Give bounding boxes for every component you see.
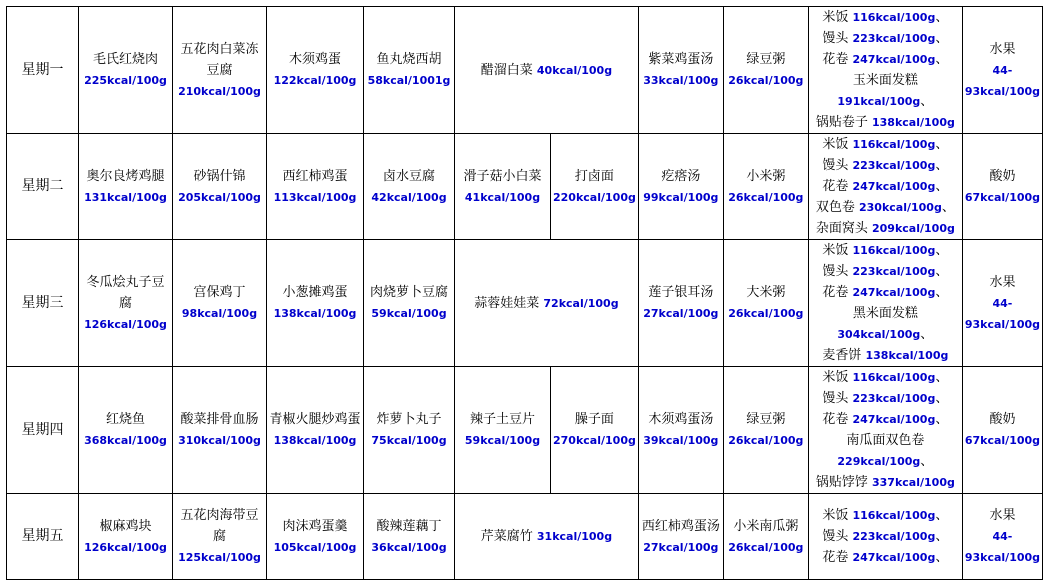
dish-cell: [79, 240, 173, 367]
dish-cell: [551, 134, 639, 240]
staple-cell: [808, 494, 962, 580]
menu-row-monday: [7, 7, 1043, 134]
dish-kcal: 368kcal/100g: [84, 434, 167, 447]
dish-kcal: 105kcal/100g: [273, 540, 357, 554]
dish-cell: [267, 494, 364, 580]
dish-kcal: 99kcal/100g: [643, 190, 719, 204]
porridge-cell: [723, 240, 808, 367]
extra-cell: [962, 134, 1042, 240]
dish-name: 打卤面: [574, 168, 614, 184]
dish-kcal: 75kcal/100g: [371, 434, 447, 447]
dish-name: 绿豆粥: [746, 412, 786, 427]
day-label: 星期四: [7, 367, 79, 494]
extra-cell: [962, 367, 1042, 494]
porridge-cell: [723, 7, 808, 134]
dish-cell: [364, 494, 455, 580]
staple-line: 米饭 116kcal/100g、: [822, 137, 949, 152]
dish-kcal: 36kcal/100g: [371, 540, 447, 554]
extra-name: 酸奶: [989, 412, 1016, 427]
dish-kcal: 210kcal/100g: [178, 84, 261, 98]
dish-name: 肉沫鸡蛋羹: [282, 518, 348, 534]
dish-kcal: 126kcal/100g: [84, 317, 167, 331]
dish-kcal: 126kcal/100g: [84, 540, 167, 554]
menu-row-friday: [7, 494, 1043, 580]
extra-kcal: 44-93kcal/100g: [964, 296, 1041, 331]
dish-cell: [455, 134, 551, 240]
extra-kcal: 44-93kcal/100g: [964, 530, 1041, 564]
dish-name: 宫保鸡丁: [193, 285, 246, 300]
dish-name: 臊子面: [574, 412, 614, 427]
soup-cell: [638, 367, 723, 494]
porridge-cell: [723, 134, 808, 240]
dish-cell: [267, 240, 364, 367]
staple-line: 花卷 247kcal/100g、: [822, 285, 949, 300]
dish-kcal: 40kcal/100g: [536, 63, 613, 77]
extra-cell: [962, 240, 1042, 367]
dish-name: 炸萝卜丸子: [376, 412, 442, 427]
dish-kcal: 225kcal/100g: [84, 74, 167, 87]
dish-cell: [551, 367, 639, 494]
dish-kcal: 27kcal/100g: [643, 540, 719, 554]
dish-kcal: 58kcal/1001g: [367, 74, 451, 87]
dish-kcal: 26kcal/100g: [728, 434, 804, 447]
staple-line: 黑米面发糕: [852, 306, 918, 321]
soup-cell: [638, 240, 723, 367]
dish-cell: [173, 134, 267, 240]
dish-kcal: 131kcal/100g: [84, 190, 167, 204]
dish-name: 鱼丸烧西胡: [376, 52, 442, 67]
dish-name: 椒麻鸡块: [99, 518, 152, 534]
day-label: 星期三: [7, 240, 79, 367]
porridge-cell: [723, 367, 808, 494]
dish-name: 五花肉白菜冻豆腐: [180, 41, 259, 78]
extra-cell: [962, 7, 1042, 134]
dish-cell: [364, 7, 455, 134]
soup-cell: [638, 7, 723, 134]
dish-cell: [173, 7, 267, 134]
staple-line: 麦香饼 138kcal/100g: [822, 348, 949, 363]
staple-cell: [808, 367, 962, 494]
dish-name: 蒜蓉娃娃菜: [474, 295, 540, 311]
staple-line: 馒头 223kcal/100g、: [822, 529, 949, 544]
dish-name: 小米粥: [746, 168, 786, 184]
dish-kcal: 26kcal/100g: [728, 190, 804, 204]
staple-line: 锅贴卷子 138kcal/100g: [815, 115, 955, 130]
dish-kcal: 26kcal/100g: [728, 74, 804, 87]
dish-kcal: 31kcal/100g: [536, 530, 613, 543]
staple-line: 花卷 247kcal/100g、: [822, 550, 949, 565]
soup-cell: [638, 494, 723, 580]
dish-name: 西红柿鸡蛋: [282, 168, 348, 184]
staple-cell: [808, 7, 962, 134]
dish-kcal: 138kcal/100g: [273, 434, 357, 447]
dish-name: 小葱摊鸡蛋: [282, 285, 348, 300]
dish-name: 醋溜白菜: [480, 62, 533, 78]
dish-kcal: 125kcal/100g: [178, 551, 261, 564]
dish-kcal: 220kcal/100g: [553, 190, 636, 204]
dish-kcal: 98kcal/100g: [181, 307, 258, 320]
extra-name: 酸奶: [989, 168, 1016, 184]
dish-kcal: 59kcal/100g: [464, 434, 541, 447]
dish-name: 辣子土豆片: [469, 412, 535, 427]
staple-cell: [808, 240, 962, 367]
dish-kcal: 270kcal/100g: [553, 434, 636, 447]
dish-name: 紫菜鸡蛋汤: [648, 52, 714, 67]
dish-name: 木须鸡蛋: [288, 52, 341, 67]
dish-cell: [364, 367, 455, 494]
menu-row-tuesday: [7, 134, 1043, 240]
staple-line: 191kcal/100g、: [837, 94, 934, 109]
staple-line: 米饭 116kcal/100g、: [822, 370, 949, 385]
dish-name: 青椒火腿炒鸡蛋: [269, 412, 361, 427]
dish-kcal: 122kcal/100g: [273, 74, 357, 87]
extra-kcal: 67kcal/100g: [964, 190, 1041, 204]
dish-name: 大米粥: [746, 285, 786, 300]
extra-name: 水果: [989, 274, 1016, 290]
dish-name: 肉烧萝卜豆腐: [369, 285, 448, 300]
dish-name: 木须鸡蛋汤: [648, 412, 714, 427]
extra-cell: [962, 494, 1042, 580]
extra-name: 水果: [989, 41, 1016, 57]
dish-cell: [79, 367, 173, 494]
dish-name: 酸辣莲藕丁: [376, 518, 442, 534]
dish-cell: [455, 367, 551, 494]
dish-cell: [267, 134, 364, 240]
porridge-cell: [723, 494, 808, 580]
weekly-menu-table: [6, 6, 1043, 580]
dish-cell: [455, 240, 639, 367]
dish-cell: [267, 7, 364, 134]
dish-cell: [79, 7, 173, 134]
staple-line: 229kcal/100g、: [837, 454, 934, 469]
dish-name: 五花肉海带豆腐: [180, 508, 259, 544]
staple-line: 304kcal/100g、: [837, 327, 934, 342]
menu-row-thursday: [7, 367, 1043, 494]
dish-cell: [173, 494, 267, 580]
menu-row-wednesday: [7, 240, 1043, 367]
staple-line: 馒头 223kcal/100g、: [822, 264, 949, 279]
dish-name: 芹菜腐竹: [480, 529, 533, 544]
staple-line: 米饭 116kcal/100g、: [822, 10, 949, 25]
dish-cell: [173, 367, 267, 494]
staple-line: 双色卷 230kcal/100g、: [815, 200, 955, 215]
dish-name: 西红柿鸡蛋汤: [641, 518, 720, 534]
staple-line: 花卷 247kcal/100g、: [822, 179, 949, 194]
dish-kcal: 39kcal/100g: [643, 434, 719, 447]
extra-kcal: 44-93kcal/100g: [964, 63, 1041, 98]
staple-line: 南瓜面双色卷: [846, 433, 925, 448]
staple-line: 花卷 247kcal/100g、: [822, 412, 949, 427]
dish-name: 冬瓜烩丸子豆腐: [86, 274, 165, 311]
dish-name: 酸菜排骨血肠: [180, 412, 259, 427]
day-label: 星期一: [7, 7, 79, 134]
dish-name: 毛氏红烧肉: [92, 52, 158, 67]
dish-cell: [455, 494, 639, 580]
dish-cell: [267, 367, 364, 494]
staple-line: 玉米面发糕: [852, 73, 918, 88]
soup-cell: [638, 134, 723, 240]
staple-line: 米饭 116kcal/100g、: [822, 508, 949, 523]
dish-kcal: 26kcal/100g: [728, 540, 804, 554]
dish-kcal: 205kcal/100g: [178, 190, 261, 204]
extra-name: 水果: [989, 508, 1016, 523]
dish-name: 滑子菇小白菜: [463, 168, 542, 184]
dish-name: 奥尔良烤鸡腿: [86, 168, 165, 184]
dish-kcal: 310kcal/100g: [178, 434, 261, 447]
dish-cell: [364, 240, 455, 367]
staple-line: 锅贴饽饽 337kcal/100g: [815, 475, 955, 490]
extra-kcal: 67kcal/100g: [964, 434, 1041, 447]
dish-kcal: 72kcal/100g: [543, 296, 619, 310]
dish-name: 疙瘩汤: [661, 168, 701, 184]
dish-kcal: 33kcal/100g: [643, 74, 719, 87]
dish-name: 卤水豆腐: [382, 168, 435, 184]
dish-name: 砂锅什锦: [193, 168, 246, 184]
dish-kcal: 27kcal/100g: [643, 307, 719, 320]
day-label: 星期五: [7, 494, 79, 580]
staple-line: 杂面窝头 209kcal/100g: [815, 221, 955, 236]
dish-cell: [79, 134, 173, 240]
staple-cell: [808, 134, 962, 240]
dish-name: 小米南瓜粥: [733, 518, 799, 534]
staple-line: 馒头 223kcal/100g、: [822, 158, 949, 173]
staple-line: 花卷 247kcal/100g、: [822, 52, 949, 67]
staple-line: 馒头 223kcal/100g、: [822, 31, 949, 46]
dish-kcal: 26kcal/100g: [728, 307, 804, 320]
dish-cell: [455, 7, 639, 134]
dish-kcal: 59kcal/100g: [371, 307, 447, 320]
dish-kcal: 138kcal/100g: [273, 307, 357, 320]
staple-line: 馒头 223kcal/100g、: [822, 391, 949, 406]
dish-kcal: 42kcal/100g: [371, 190, 447, 204]
dish-kcal: 41kcal/100g: [464, 190, 541, 204]
dish-cell: [79, 494, 173, 580]
dish-name: 绿豆粥: [746, 52, 786, 67]
dish-kcal: 113kcal/100g: [273, 190, 357, 204]
dish-name: 莲子银耳汤: [648, 285, 714, 300]
dish-cell: [364, 134, 455, 240]
day-label: 星期二: [7, 134, 79, 240]
dish-cell: [173, 240, 267, 367]
dish-name: 红烧鱼: [105, 412, 145, 427]
staple-line: 米饭 116kcal/100g、: [822, 243, 949, 258]
